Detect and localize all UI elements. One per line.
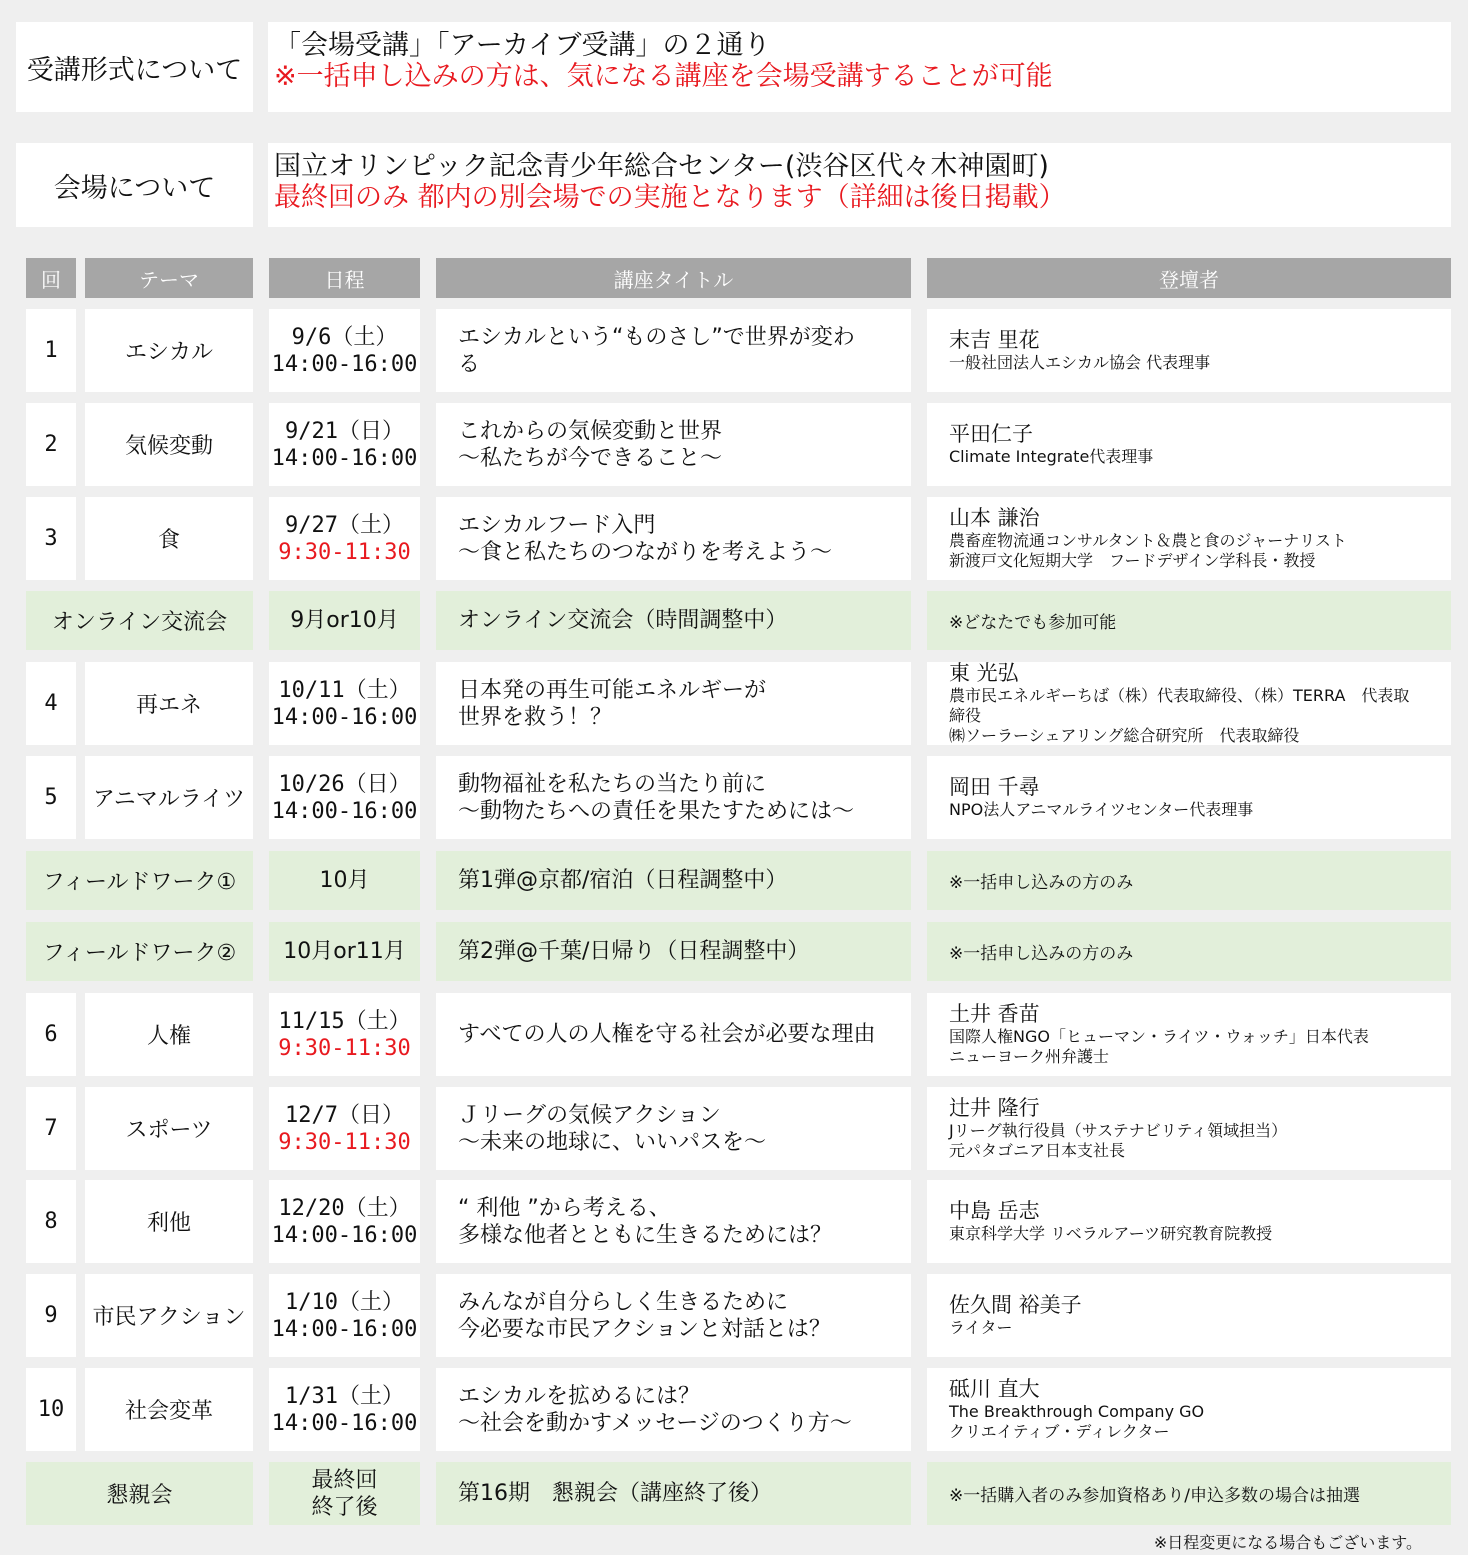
special-theme xyxy=(26,591,253,650)
speaker-name: 辻井 隆行 xyxy=(949,1096,1040,1120)
row-date-time: 9:30-11:30 xyxy=(278,1035,411,1061)
row-date-time: 14:00-16:00 xyxy=(271,704,418,730)
row-title-line2: 世界を救う！？ xyxy=(458,704,613,730)
row-date xyxy=(269,309,420,392)
special-title xyxy=(436,851,911,910)
row-theme-text: 市民アクション xyxy=(92,1305,246,1330)
row-theme xyxy=(85,1087,253,1170)
speaker-name: 岡田 千尋 xyxy=(949,775,1040,799)
special-title-text: 第16期 懇親会（講座終了後） xyxy=(458,1481,772,1506)
special-date-line2: 終了後 xyxy=(311,1494,378,1520)
special-theme-text: フィールドワーク① xyxy=(42,870,237,895)
speaker-name: 平田仁子 xyxy=(949,422,1033,446)
speaker-role: NPO法人アニマルライツセンター代表理事 xyxy=(949,800,1254,819)
row-title xyxy=(436,1180,911,1263)
special-date xyxy=(269,851,420,910)
row-title-line1: “ 利他 ”から考える、 xyxy=(458,1195,671,1221)
row-theme xyxy=(85,662,253,745)
row-number-text: 1 xyxy=(44,338,58,363)
speaker-name: 東 光弘 xyxy=(949,661,1019,685)
speaker-name: 砥川 直大 xyxy=(949,1377,1040,1401)
speaker-role: 締役 xyxy=(949,706,982,725)
special-title xyxy=(436,591,911,650)
row-theme-text: 食 xyxy=(157,528,180,553)
row-title-line1: Ｊリーグの気候アクション xyxy=(458,1102,721,1128)
row-number xyxy=(26,1180,76,1263)
row-title xyxy=(436,662,911,745)
special-note xyxy=(927,591,1451,650)
row-number-text: 5 xyxy=(44,785,58,810)
row-number-text: 9 xyxy=(44,1303,58,1328)
row-number xyxy=(26,309,76,392)
special-date-line1: 10月or11月 xyxy=(283,939,406,964)
row-number xyxy=(26,993,76,1076)
row-title-line1: 動物福祉を私たちの当たり前に xyxy=(458,771,767,797)
speaker-role: 東京科学大学 リベラルアーツ研究教育院教授 xyxy=(949,1224,1273,1243)
speaker-role: 新渡戸文化短期大学 フードデザイン学科長・教授 xyxy=(949,551,1316,570)
row-theme xyxy=(85,756,253,839)
row-speaker xyxy=(927,662,1451,745)
row-number xyxy=(26,497,76,580)
special-note-text: ※どなたでも参加可能 xyxy=(949,613,1117,633)
row-theme xyxy=(85,309,253,392)
row-date-time: 9:30-11:30 xyxy=(278,539,411,565)
row-date-day: 1/31（土） xyxy=(285,1383,404,1409)
speaker-role: Climate Integrate代表理事 xyxy=(949,447,1154,466)
row-title-line1: みんなが自分らしく生きるために xyxy=(458,1289,789,1315)
special-date-line1: 10月 xyxy=(319,868,370,893)
row-date xyxy=(269,1274,420,1357)
speaker-role: The Breakthrough Company GO xyxy=(949,1402,1205,1421)
header-no: 回 xyxy=(26,258,76,298)
row-title-line1: エシカルという“ものさし”で世界が変わ xyxy=(458,324,855,350)
row-number-text: 10 xyxy=(37,1397,65,1422)
row-date-time: 14:00-16:00 xyxy=(271,1222,418,1248)
row-theme-text: 社会変革 xyxy=(124,1399,213,1424)
format-line2: ※一括申し込みの方は、気になる講座を会場受講することが可能 xyxy=(274,61,1053,92)
row-date-day: 12/20（土） xyxy=(278,1195,411,1221)
row-number xyxy=(26,1368,76,1451)
row-title xyxy=(436,756,911,839)
row-theme xyxy=(85,993,253,1076)
row-number xyxy=(26,1087,76,1170)
special-theme xyxy=(26,1462,253,1525)
header-date: 日程 xyxy=(269,258,420,298)
row-title-line1: エシカルフード入門 xyxy=(458,512,656,538)
row-date-day: 9/6（土） xyxy=(291,324,398,350)
row-date-day: 10/26（日） xyxy=(278,771,411,797)
row-title-line1: 日本発の再生可能エネルギーが xyxy=(458,677,767,703)
row-theme-text: 気候変動 xyxy=(124,434,213,459)
speaker-name: 土井 香苗 xyxy=(949,1002,1040,1026)
special-note xyxy=(927,851,1451,910)
row-speaker xyxy=(927,309,1451,392)
row-number xyxy=(26,1274,76,1357)
special-theme-text: 懇親会 xyxy=(106,1483,173,1508)
row-number xyxy=(26,403,76,486)
row-title-line1: すべての人の人権を守る社会が必要な理由 xyxy=(458,1022,876,1047)
special-note-text: ※一括申し込みの方のみ xyxy=(949,944,1134,964)
special-title-text: 第2弾@千葉/日帰り（日程調整中） xyxy=(458,939,810,964)
row-date xyxy=(269,497,420,580)
footnote: ※日程変更になる場合もございます。 xyxy=(1153,1533,1422,1552)
row-title xyxy=(436,497,911,580)
row-title-line2: ～私たちが今できること～ xyxy=(458,445,723,471)
row-theme xyxy=(85,1368,253,1451)
row-title-line2: ～社会を動かすメッセージのつくり方～ xyxy=(458,1410,852,1436)
speaker-role: 一般社団法人エシカル協会 代表理事 xyxy=(949,353,1211,372)
row-number-text: 4 xyxy=(44,691,58,716)
speaker-role: Jリーグ執行役員（サステナビリティ領域担当） xyxy=(949,1121,1288,1140)
special-theme xyxy=(26,922,253,981)
row-date-time: 14:00-16:00 xyxy=(271,445,418,471)
speaker-role: 農畜産物流通コンサルタント＆農と食のジャーナリスト xyxy=(949,531,1347,550)
row-date-time: 9:30-11:30 xyxy=(278,1129,411,1155)
row-speaker xyxy=(927,497,1451,580)
format-info xyxy=(268,22,1451,112)
special-note xyxy=(927,1462,1451,1525)
row-date xyxy=(269,662,420,745)
special-theme-text: フィールドワーク② xyxy=(42,941,237,966)
row-date xyxy=(269,1087,420,1170)
row-theme-text: 利他 xyxy=(146,1211,191,1236)
special-note xyxy=(927,922,1451,981)
row-date xyxy=(269,403,420,486)
special-note-text: ※一括購入者のみ参加資格あり/申込多数の場合は抽選 xyxy=(949,1486,1360,1506)
speaker-role: クリエイティブ・ディレクター xyxy=(949,1422,1170,1441)
special-date xyxy=(269,922,420,981)
row-date-day: 11/15（土） xyxy=(278,1008,411,1034)
row-number xyxy=(26,756,76,839)
special-date-line1: 9月or10月 xyxy=(290,608,399,633)
header-speaker: 登壇者 xyxy=(927,258,1451,298)
special-theme xyxy=(26,851,253,910)
row-title xyxy=(436,993,911,1076)
special-title xyxy=(436,922,911,981)
row-title xyxy=(436,309,911,392)
row-theme-text: 人権 xyxy=(146,1024,191,1049)
row-date-time: 14:00-16:00 xyxy=(271,798,418,824)
row-number-text: 8 xyxy=(44,1209,58,1234)
row-speaker xyxy=(927,993,1451,1076)
row-number-text: 7 xyxy=(44,1116,58,1141)
row-date xyxy=(269,993,420,1076)
row-title-line2: 今必要な市民アクションと対話とは？ xyxy=(458,1316,831,1342)
row-title-line2: ～動物たちへの責任を果たすためには～ xyxy=(458,798,855,824)
speaker-name: 山本 謙治 xyxy=(949,506,1040,530)
header-title: 講座タイトル xyxy=(436,258,911,298)
row-speaker xyxy=(927,1087,1451,1170)
row-title-line1: これからの気候変動と世界 xyxy=(458,418,723,444)
special-theme-text: オンライン交流会 xyxy=(51,610,228,635)
row-speaker xyxy=(927,403,1451,486)
special-date xyxy=(269,1462,420,1525)
row-number-text: 3 xyxy=(44,526,58,551)
speaker-name: 佐久間 裕美子 xyxy=(949,1293,1082,1317)
venue-label: 会場について xyxy=(16,143,253,227)
header-theme: テーマ xyxy=(85,258,253,298)
row-number-text: 2 xyxy=(44,432,58,457)
row-theme xyxy=(85,1274,253,1357)
speaker-role: ㈱ソーラーシェアリング総合研究所 代表取締役 xyxy=(949,726,1300,745)
speaker-role: 農市民エネルギーちば（株）代表取締役、（株）TERRA 代表取 xyxy=(949,686,1410,705)
row-theme xyxy=(85,403,253,486)
speaker-name: 中島 岳志 xyxy=(949,1199,1040,1223)
row-title-line2: 多様な他者とともに生きるためには？ xyxy=(458,1222,833,1248)
venue-info xyxy=(268,143,1451,227)
special-note-text: ※一括申し込みの方のみ xyxy=(949,873,1134,893)
row-title-line2: ～未来の地球に、いいパスを～ xyxy=(458,1129,767,1155)
row-date xyxy=(269,1368,420,1451)
row-date-day: 9/21（日） xyxy=(285,418,404,444)
row-theme-text: アニマルライツ xyxy=(92,787,246,812)
row-theme-text: エシカル xyxy=(124,340,213,365)
special-title-text: オンライン交流会（時間調整中） xyxy=(458,608,788,633)
row-speaker xyxy=(927,1274,1451,1357)
speaker-role: 国際人権NGO「ヒューマン・ライツ・ウォッチ」日本代表 xyxy=(949,1027,1369,1046)
speaker-role: ニューヨーク州弁護士 xyxy=(949,1047,1110,1066)
row-number-text: 6 xyxy=(44,1022,58,1047)
row-speaker xyxy=(927,1180,1451,1263)
row-title xyxy=(436,1087,911,1170)
venue-line2: 最終回のみ 都内の別会場での実施となります（詳細は後日掲載） xyxy=(274,182,1066,213)
row-theme-text: 再エネ xyxy=(135,693,202,718)
venue-line1: 国立オリンピック記念青少年総合センター(渋谷区代々木神園町) xyxy=(274,151,1049,182)
row-speaker xyxy=(927,1368,1451,1451)
row-title-line2: ～食と私たちのつながりを考えよう～ xyxy=(458,539,833,565)
format-line1: 「会場受講」「アーカイブ受講」の２通り xyxy=(274,30,771,61)
row-title-line2: る xyxy=(458,351,481,377)
special-date xyxy=(269,591,420,650)
row-title xyxy=(436,1274,911,1357)
row-date-time: 14:00-16:00 xyxy=(271,351,418,377)
format-label: 受講形式について xyxy=(16,22,253,112)
speaker-role: ライター xyxy=(949,1318,1013,1337)
row-date-day: 12/7（日） xyxy=(285,1102,404,1128)
row-date xyxy=(269,756,420,839)
row-speaker xyxy=(927,756,1451,839)
special-title-text: 第1弾@京都/宿泊（日程調整中） xyxy=(458,868,788,893)
row-title-line1: エシカルを拡めるには？ xyxy=(458,1383,701,1409)
row-date xyxy=(269,1180,420,1263)
special-title xyxy=(436,1462,911,1525)
row-date-day: 9/27（土） xyxy=(285,512,404,538)
row-date-time: 14:00-16:00 xyxy=(271,1316,418,1342)
row-theme-text: スポーツ xyxy=(125,1118,213,1143)
speaker-name: 末吉 里花 xyxy=(949,328,1040,352)
special-date-line1: 最終回 xyxy=(311,1467,378,1493)
row-date-day: 1/10（土） xyxy=(285,1289,404,1315)
row-theme xyxy=(85,497,253,580)
speaker-role: 元パタゴニア日本支社長 xyxy=(949,1141,1126,1160)
row-date-time: 14:00-16:00 xyxy=(271,1410,418,1436)
row-title xyxy=(436,403,911,486)
row-number xyxy=(26,662,76,745)
row-title xyxy=(436,1368,911,1451)
row-date-day: 10/11（土） xyxy=(278,677,411,703)
row-theme xyxy=(85,1180,253,1263)
